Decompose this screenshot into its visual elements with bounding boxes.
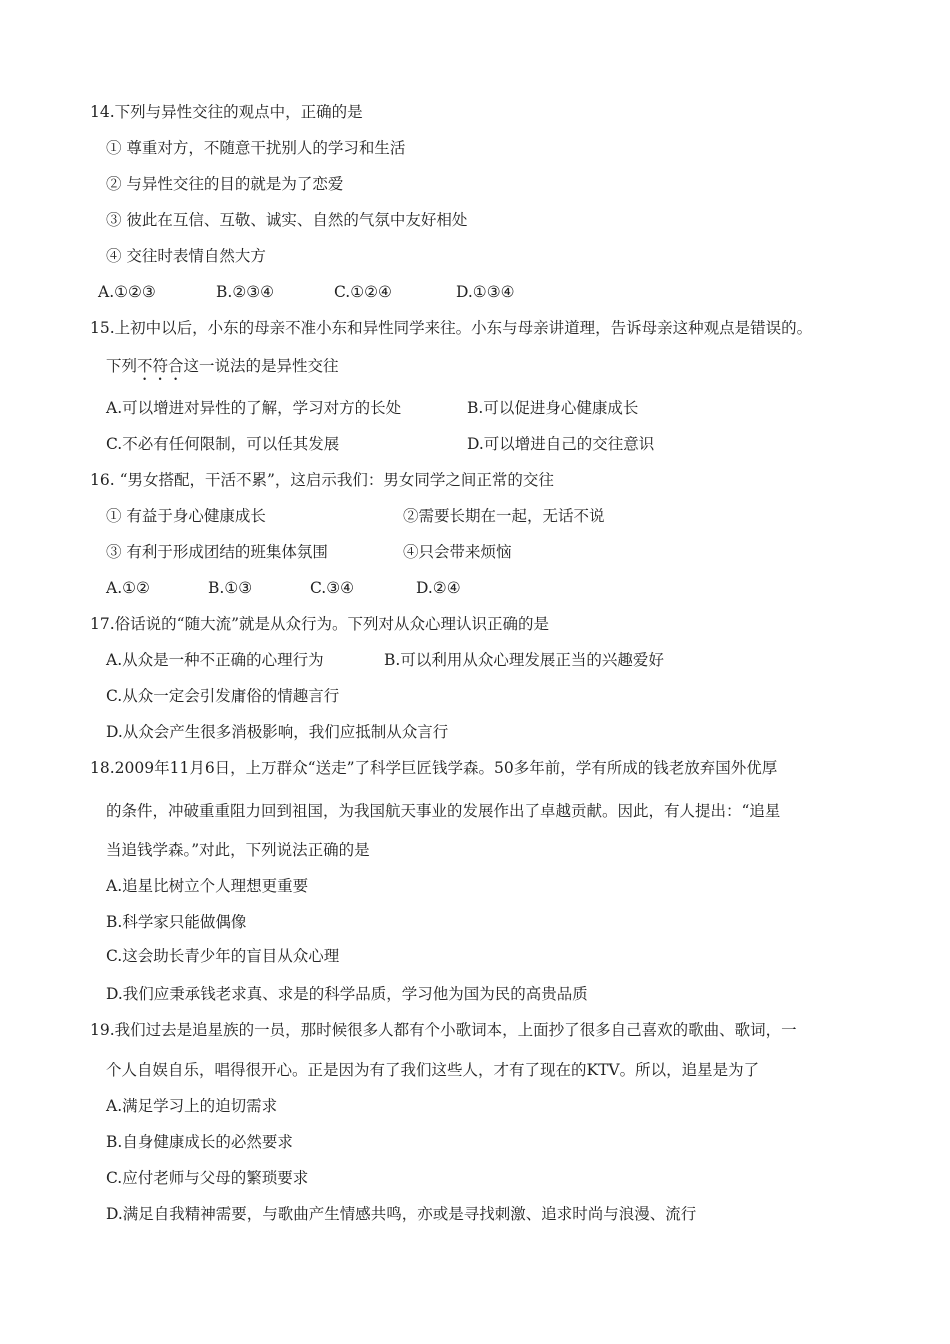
q14-item-4: ④ 交往时表情自然大方 — [106, 247, 266, 265]
q15-option-b: B.可以促进身心健康成长 — [467, 399, 639, 417]
q14-option-c: C.①②④ — [334, 283, 392, 301]
q18-stem-line-2: 的条件，冲破重重阻力回到祖国，为我国航天事业的发展作出了卓越贡献。因此，有人提出：“追星 — [106, 802, 781, 820]
q14-option-a: A.①②③ — [98, 283, 156, 301]
q19-option-c: C.应付老师与父母的繁琐要求 — [106, 1169, 309, 1187]
q18-option-a: A.追星比树立个人理想更重要 — [106, 877, 309, 895]
q15-stem-post: 这一说法的是异性交往 — [183, 357, 339, 375]
q14-item-2: ② 与异性交往的目的就是为了恋爱 — [106, 175, 344, 193]
q15-stem-emphasis: 不符合 — [137, 357, 184, 375]
q18-option-d: D.我们应秉承钱老求真、求是的科学品质，学习他为国为民的高贵品质 — [106, 985, 588, 1003]
q16-option-c: C.③④ — [310, 579, 355, 597]
q15-stem-pre: 下列 — [106, 357, 138, 375]
q14-option-b: B.②③④ — [216, 283, 275, 301]
q19-option-d: D.满足自我精神需要，与歌曲产生情感共鸣，亦或是寻找刺激、追求时尚与浪漫、流行 — [106, 1205, 697, 1223]
q16-option-b: B.①③ — [208, 579, 253, 597]
q16-item-1: ① 有益于身心健康成长 — [106, 507, 266, 525]
q16-item-3: ③ 有利于形成团结的班集体氛围 — [106, 543, 328, 561]
q15-stem-line-1: 15.上初中以后，小东的母亲不准小东和异性同学来往。小东与母亲讲道理，告诉母亲这种观点是错误的。 — [90, 319, 813, 337]
q14-item-1: ① 尊重对方，不随意干扰别人的学习和生活 — [106, 139, 406, 157]
q18-option-b: B.科学家只能做偶像 — [106, 913, 247, 931]
q15-option-c: C.不必有任何限制，可以任其发展 — [106, 435, 340, 453]
q18-option-c: C.这会助长青少年的盲目从众心理 — [106, 947, 340, 965]
q16-stem: 16. “男女搭配，干活不累”，这启示我们：男女同学之间正常的交往 — [90, 471, 554, 489]
q15-option-a: A.可以增进对异性的了解，学习对方的长处 — [106, 399, 402, 417]
q18-stem-line-1: 18.2009年11月6日，上万群众“送走”了科学巨匠钱学森。50多年前，学有所成的钱老放弃国外优厚 — [90, 759, 778, 777]
q15-stem-line-2 — [106, 356, 339, 384]
q17-option-b: B.可以利用从众心理发展正当的兴趣爱好 — [384, 651, 664, 669]
q19-stem-line-1: 19.我们过去是追星族的一员，那时候很多人都有个小歌词本，上面抄了很多自己喜欢的歌曲、歌词，一 — [90, 1021, 797, 1039]
q17-option-a: A.从众是一种不正确的心理行为 — [106, 651, 324, 669]
q17-stem: 17.俗话说的“随大流”就是从众行为。下列对从众心理认识正确的是 — [90, 615, 550, 633]
q19-option-b: B.自身健康成长的必然要求 — [106, 1133, 293, 1151]
q14-stem: 14.下列与异性交往的观点中，正确的是 — [90, 103, 363, 121]
q17-option-c: C.从众一定会引发庸俗的情趣言行 — [106, 687, 340, 705]
q19-stem-line-2: 个人自娱自乐，唱得很开心。正是因为有了我们这些人，才有了现在的KTV。所以，追星是为了 — [106, 1061, 760, 1079]
q15-option-d: D.可以增进自己的交往意识 — [467, 435, 655, 453]
q16-item-4: ④只会带来烦恼 — [403, 543, 512, 561]
q17-option-d: D.从众会产生很多消极影响，我们应抵制从众言行 — [106, 723, 449, 741]
q14-option-d: D.①③④ — [456, 283, 515, 301]
q14-item-3: ③ 彼此在互信、互敬、诚实、自然的气氛中友好相处 — [106, 211, 468, 229]
q16-item-2: ②需要长期在一起，无话不说 — [403, 507, 605, 525]
q19-option-a: A.满足学习上的迫切需求 — [106, 1097, 278, 1115]
q18-stem-line-3: 当追钱学森。”对此，下列说法正确的是 — [106, 841, 370, 859]
q16-option-a: A.①② — [106, 579, 150, 597]
q16-option-d: D.②④ — [416, 579, 461, 597]
